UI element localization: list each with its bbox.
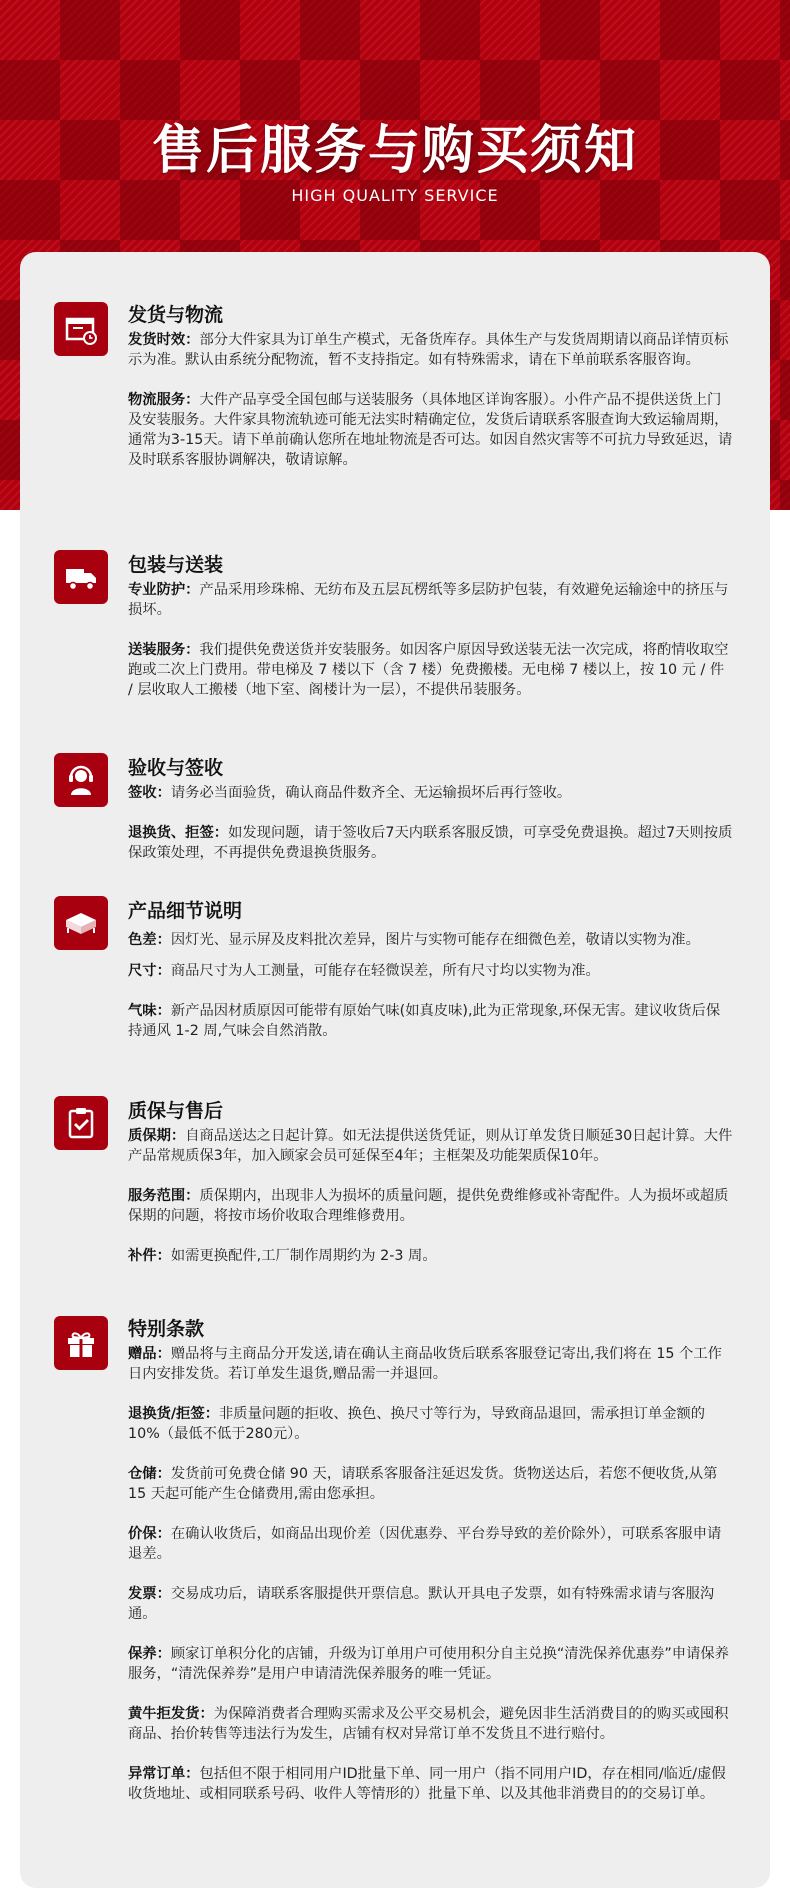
list-item: 签收：请务必当面验货，确认商品件数齐全、无运输损坏后再行签收。 xyxy=(128,785,572,801)
gift-icon xyxy=(54,1316,108,1370)
list-item: 发货时效：部分大件家具为订单生产模式，无备货库存。具体生产与发货周期请以商品详情页标示为准。默认由系统分配物流，暂不支持指定。如有特殊需求，请在下单前联系客服咨询。 xyxy=(128,332,729,368)
list-item: 赠品：赠品将与主商品分开发送,请在确认主商品收货后联系客服登记寄出,我们将在 15 个工作日内安排发货。若订单发生退货,赠品需一并退回。 xyxy=(128,1346,722,1382)
list-item: 送装服务：我们提供免费送货并安装服务。如因客户原因导致送装无法一次完成，将酌情收取空跑或二次上门费用。带电梯及 7 楼以下（含 7 楼）免费搬楼。无电梯 7 楼以上，按 10 元 / 件 / 层收取人工搬楼（地下室、阁楼计为一层），不提供吊装服务。 xyxy=(128,642,729,698)
list-item: 补件：如需更换配件,工厂制作周期约为 2-3 周。 xyxy=(128,1248,437,1264)
list-item: 物流服务：大件产品享受全国包邮与送装服务（具体地区详询客服）。小件产品不提供送货上门及安装服务。大件家具物流轨迹可能无法实时精确定位，发货后请联系客服查询大致运输周期，通常为3-15天。请下单前确认您所在地址物流是否可达。如因自然灾害等不可抗力导致延迟，请及时联系客服协调解决，敬请谅解。 xyxy=(128,392,733,468)
list-item: 质保期：自商品送达之日起计算。如无法提供送货凭证，则从订单发货日顺延30日起计算。大件产品常规质保3年，加入顾家会员可延保至4年；主框架及功能架质保10年。 xyxy=(128,1128,733,1164)
list-item: 专业防护：产品采用珍珠棉、无纺布及五层瓦楞纸等多层防护包装，有效避免运输途中的挤压与损坏。 xyxy=(128,582,729,618)
truck-icon xyxy=(54,550,108,604)
section-title: 发货与物流 xyxy=(128,304,224,326)
list-item: 异常订单：包括但不限于相同用户ID批量下单、同一用户（指不同用户ID，存在相同/临近/虚假收货地址、或相同联系号码、收件人等情形的）批量下单、以及其他非消费目的的交易订单。 xyxy=(128,1766,726,1802)
section-title: 产品细节说明 xyxy=(128,900,243,922)
list-item: 气味：新产品因材质原因可能带有原始气味(如真皮味),此为正常现象,环保无害。建议收货后保持通风 1-2 周,气味会自然消散。 xyxy=(128,1003,721,1039)
page-subtitle: HIGH QUALITY SERVICE xyxy=(291,186,499,205)
list-item: 保养：顾家订单积分化的店铺，升级为订单用户可使用积分自主兑换“清洗保养优惠券”申请保养服务，“清洗保养券”是用户申请清洗保养服务的唯一凭证。 xyxy=(128,1646,729,1682)
delivery-box-icon xyxy=(54,302,108,356)
list-item: 退换货/拒签：非质量问题的拒收、换色、换尺寸等行为，导致商品退回，需承担订单金额的10%（最低不低于280元）。 xyxy=(128,1406,706,1442)
section-title: 包装与送装 xyxy=(128,554,224,576)
clipboard-check-icon xyxy=(54,1096,108,1150)
list-item: 服务范围：质保期内，出现非人为损坏的质量问题，提供免费维修或补寄配件。人为损坏或超质保期的问题，将按市场价收取合理维修费用。 xyxy=(128,1188,729,1224)
list-item: 黄牛拒发货：为保障消费者合理购买需求及公平交易机会，避免因非生活消费目的的购买或囤积商品、抬价转售等违法行为发生，店铺有权对异常订单不发货且不进行赔付。 xyxy=(128,1706,729,1742)
section-title: 质保与售后 xyxy=(128,1100,224,1122)
content-card xyxy=(20,252,770,1888)
list-item: 色差：因灯光、显示屏及皮料批次差异，图片与实物可能存在细微色差，敬请以实物为准。 xyxy=(128,932,700,948)
list-item: 价保：在确认收货后，如商品出现价差（因优惠券、平台券导致的差价除外），可联系客服申请退差。 xyxy=(128,1526,722,1562)
page-title: 售后服务与购买须知 xyxy=(151,121,638,181)
customer-service-icon xyxy=(54,753,108,807)
section-title: 特别条款 xyxy=(128,1318,205,1340)
list-item: 仓储：发货前可免费仓储 90 天，请联系客服备注延迟发货。货物送达后，若您不便收货,从第 15 天起可能产生仓储费用,需由您承担。 xyxy=(128,1466,718,1502)
bed-icon xyxy=(54,896,108,950)
list-item: 发票：交易成功后，请联系客服提供开票信息。默认开具电子发票，如有特殊需求请与客服沟通。 xyxy=(128,1586,715,1622)
list-item: 退换货、拒签：如发现问题，请于签收后7天内联系客服反馈，可享受免费退换。超过7天则按质保政策处理，不再提供免费退换货服务。 xyxy=(128,825,733,861)
list-item: 尺寸：商品尺寸为人工测量，可能存在轻微误差，所有尺寸均以实物为准。 xyxy=(128,963,600,979)
section-title: 验收与签收 xyxy=(128,757,224,779)
